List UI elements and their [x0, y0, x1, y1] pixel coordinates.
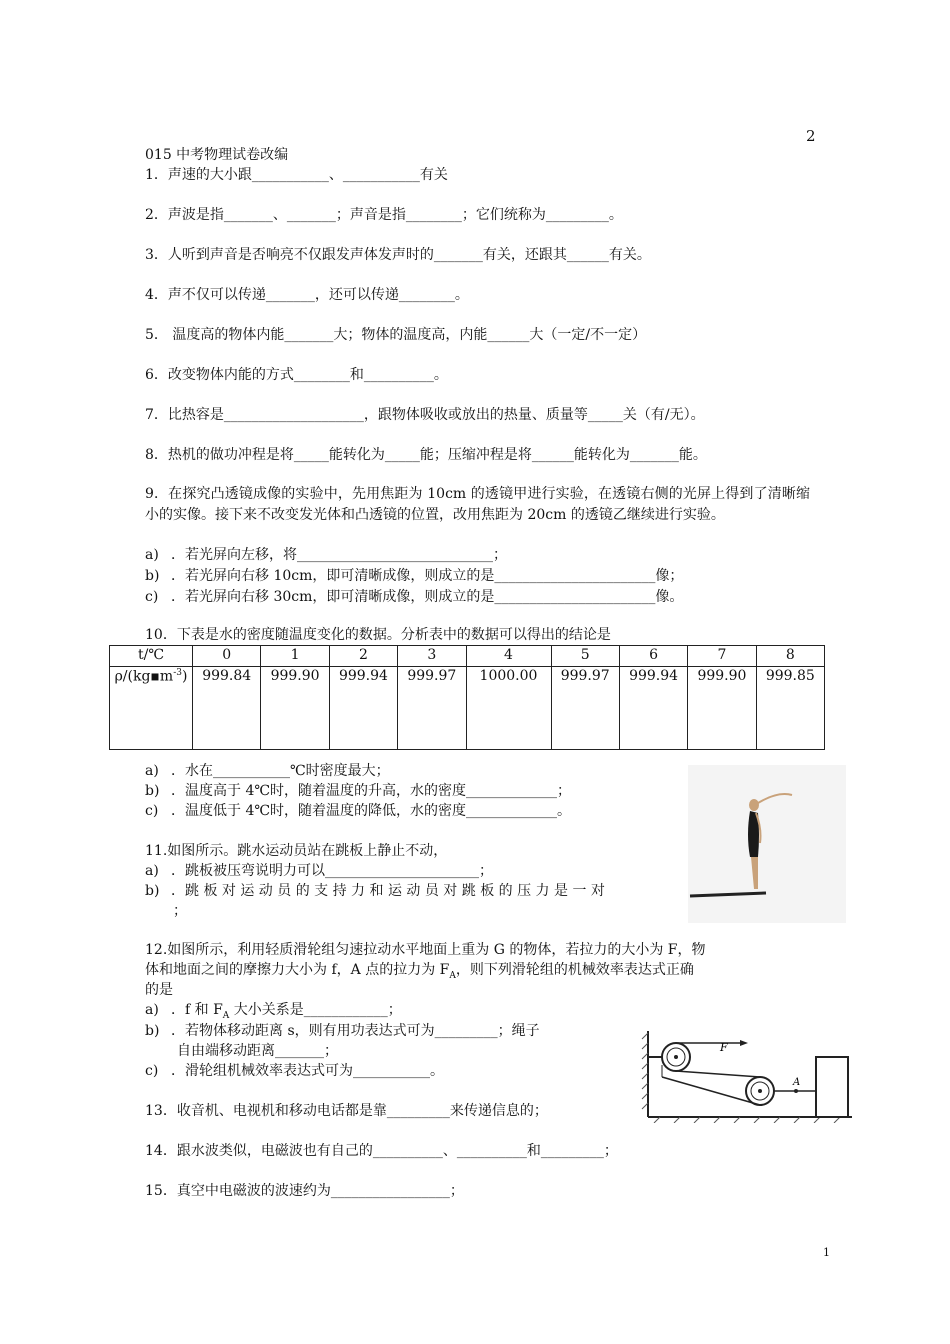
table-cell: 3: [398, 646, 466, 667]
question-7: 7．比热容是____________________，跟物体吸收或放出的热量、质量等_____关（有/无）。: [145, 407, 705, 423]
question-9: 9．在探究凸透镜成像的实验中，先用焦距为 10cm 的透镜甲进行实验，在透镜右侧的光屏上得到了清晰缩小的实像。接下来不改变发光体和凸透镜的位置，改用焦距为 20cm 的透镜乙继续进行实验。: [145, 486, 810, 523]
label-b: b): [145, 568, 160, 584]
question-10c: c) ．温度低于 4℃时，随着温度的降低，水的密度_____________。: [145, 803, 572, 819]
table-cell: 999.90: [688, 667, 756, 750]
page-number-top: 2: [806, 127, 816, 145]
label-c: c): [145, 589, 159, 605]
question-10b: b) ．温度高于 4℃时，随着温度的升高，水的密度_____________；: [145, 783, 572, 799]
density-table: [109, 645, 825, 750]
question-1: 1．声速的大小跟___________、___________有关: [145, 167, 448, 183]
question-10a: a) ．水在___________℃时密度最大；: [145, 763, 390, 779]
question-11b: b) ．跳 板 对 运 动 员 的 支 持 力 和 运 动 员 对 跳 板 的 压 力 是 一 对: [145, 883, 605, 899]
question-15: 15．真空中电磁波的波速约为_________________；: [145, 1183, 464, 1199]
table-cell: 6: [619, 646, 687, 667]
block-object: [816, 1057, 848, 1117]
question-13: 13．收音机、电视机和移动电话都是靠_________来传递信息的；: [145, 1103, 548, 1119]
table-cell: 999.90: [261, 667, 329, 750]
table-row: [110, 667, 825, 750]
question-12c: c) ．滑轮组机械效率表达式可为___________。: [145, 1063, 444, 1079]
question-12b-cont: 自由端移动距离_______；: [177, 1043, 338, 1059]
question-8: 8．热机的做功冲程是将_____能转化为_____能；压缩冲程是将______能转化为_______能。: [145, 447, 707, 463]
table-cell: 999.94: [329, 667, 397, 750]
table-cell: 1: [261, 646, 329, 667]
diver-figure: [688, 765, 846, 923]
table-cell: 999.97: [551, 667, 619, 750]
table-cell: 999.84: [193, 667, 261, 750]
question-14: 14．跟水波类似，电磁波也有自己的__________、__________和_________；: [145, 1143, 618, 1159]
question-3: 3．人听到声音是否响亮不仅跟发声体发声时的_______有关，还跟其______有关。: [145, 247, 651, 263]
question-9c: c) ．若光屏向右移 30cm，即可清晰成像，则成立的是_______________________像。: [145, 589, 684, 605]
question-12-line2: 体和地面之间的摩擦力大小为 f，A 点的拉力为 $F_A$，则下列滑轮组的机械效率表达式正确: [145, 962, 694, 981]
question-12b: b) ．若物体移动距离 s，则有用功表达式可为_________；绳子: [145, 1023, 540, 1039]
table-header-row: [110, 646, 825, 667]
table-cell: 999.94: [619, 667, 687, 750]
table-cell: 8: [756, 646, 824, 667]
question-5: 5． 温度高的物体内能_______大；物体的温度高，内能______大（一定/不一定）: [145, 327, 647, 343]
table-cell: 7: [688, 646, 756, 667]
question-11b-end: ；: [173, 903, 187, 919]
question-4: 4．声不仅可以传递_______，还可以传递________。: [145, 287, 469, 303]
table-cell: 999.85: [756, 667, 824, 750]
table-cell: 5: [551, 646, 619, 667]
table-row-label: $\rho/(kg▪m^{-3})$: [110, 667, 193, 750]
diver-head: [749, 799, 759, 811]
question-10: 10．下表是水的密度随温度变化的数据。分析表中的数据可以得出的结论是: [145, 627, 611, 643]
question-2: 2．声波是指_______、_______；声音是指________；它们统称为_________。: [145, 207, 623, 223]
table-cell: 999.97: [398, 667, 466, 750]
table-cell: 2: [329, 646, 397, 667]
page-number-bottom: 1: [823, 1246, 830, 1259]
question-11a: a) ．跳板被压弯说明力可以______________________；: [145, 863, 493, 879]
question-11: 11.如图所示。跳水运动员站在跳板上静止不动，: [145, 843, 448, 859]
table-cell: 1000.00: [466, 667, 551, 750]
table-cell: 0: [193, 646, 261, 667]
label-a: a): [145, 547, 159, 563]
table-cell: 4: [466, 646, 551, 667]
page-title: 015 中考物理试卷改编: [145, 147, 289, 163]
force-label: F: [720, 1041, 728, 1054]
question-12-line3: 的是: [145, 982, 173, 998]
question-9a: a) ．若光屏向左移，将____________________________；: [145, 547, 507, 563]
table-header-label: t/℃: [110, 646, 193, 667]
question-12-line1: 12.如图所示，利用轻质滑轮组匀速拉动水平地面上重为 G 的物体，若拉力的大小为 F，物: [145, 942, 706, 958]
point-label: A: [793, 1077, 801, 1088]
question-9b: b) ．若光屏向右移 10cm，即可清晰成像，则成立的是_______________________像；: [145, 568, 684, 584]
question-6: 6．改变物体内能的方式________和__________。: [145, 367, 448, 383]
question-12a: a) ．f 和 $F_A$ 大小关系是____________；: [145, 1002, 402, 1021]
pulley-figure: [640, 1025, 855, 1123]
